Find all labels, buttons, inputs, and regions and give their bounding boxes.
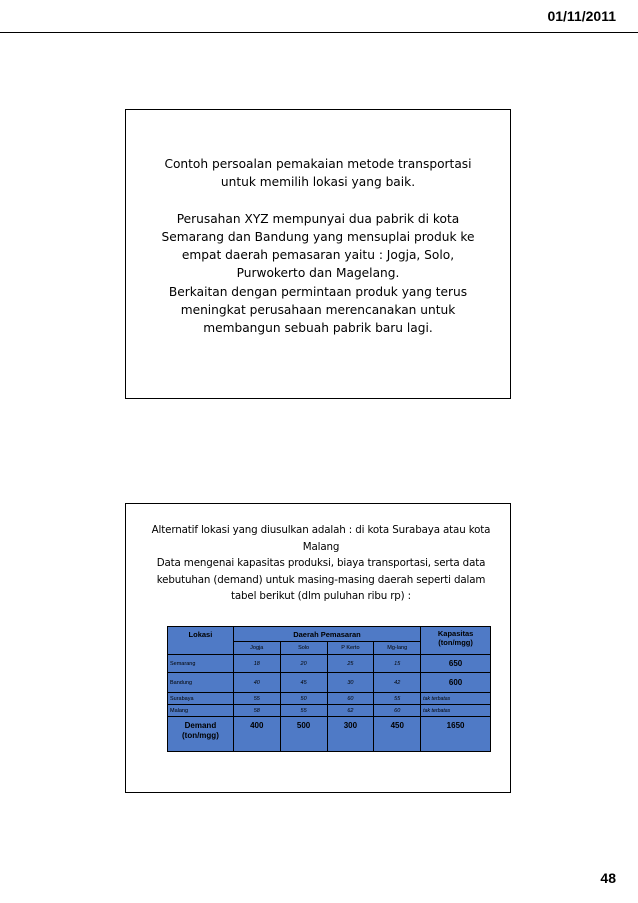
slide-2-line: tabel berikut (dlm puluhan ribu rp) :: [230, 590, 411, 602]
demand-label: Demand (ton/mgg): [168, 717, 234, 752]
header-city: Mg-lang: [374, 642, 421, 655]
slide-1-body-line: Berkaitan dengan permintaan produk yang terus: [168, 284, 468, 299]
row-lokasi: Surabaya: [168, 693, 234, 705]
slide-1-title-line: untuk memilih lokasi yang baik.: [220, 175, 416, 190]
slide-2-text: [136, 522, 506, 605]
demand-cell: 500: [280, 717, 327, 752]
header-city: P Kerto: [327, 642, 374, 655]
table-row: [168, 655, 491, 673]
capacity-cell: 600: [421, 673, 491, 693]
slide-1-body-line: meningkat perusahaan merencanakan untuk: [180, 303, 456, 318]
cost-cell: 55: [374, 693, 421, 705]
table-header-row: [168, 627, 491, 642]
table-row: [168, 693, 491, 705]
header-lokasi: Lokasi: [168, 627, 234, 655]
capacity-cell: tak terbatas: [421, 705, 491, 717]
header-city: Solo: [280, 642, 327, 655]
slide-2-line: Data mengenai kapasitas produksi, biaya transportasi, serta data: [156, 557, 486, 569]
demand-row: [168, 717, 491, 752]
cost-cell: 60: [327, 693, 374, 705]
slide-1-body-line: Purwokerto dan Magelang.: [236, 266, 400, 281]
header-date: 01/11/2011: [547, 8, 616, 24]
cost-cell: 50: [280, 693, 327, 705]
transport-cost-table: [167, 626, 491, 752]
cost-cell: 45: [280, 673, 327, 693]
cost-cell: 60: [374, 705, 421, 717]
cost-cell: 55: [233, 693, 280, 705]
cost-cell: 42: [374, 673, 421, 693]
row-lokasi: Semarang: [168, 655, 234, 673]
slide-1-title-line: Contoh persoalan pemakaian metode transportasi: [164, 157, 472, 171]
table-row: [168, 673, 491, 693]
table-row: [168, 705, 491, 717]
slide-1: [125, 109, 511, 399]
row-lokasi: Malang: [168, 705, 234, 717]
demand-cell: 450: [374, 717, 421, 752]
cost-cell: 25: [327, 655, 374, 673]
slide-1-text: [126, 155, 510, 338]
slide-1-body-line: empat daerah pemasaran yaitu : Jogja, Solo,: [181, 248, 455, 263]
page-number: 48: [600, 870, 616, 886]
cost-cell: 15: [374, 655, 421, 673]
capacity-cell: tak terbatas: [421, 693, 491, 705]
cost-cell: 20: [280, 655, 327, 673]
header-kapasitas: Kapasitas (ton/mgg): [421, 627, 491, 655]
spacer: [126, 192, 510, 210]
slide-2: [125, 503, 511, 793]
cost-cell: 62: [327, 705, 374, 717]
slide-1-body-line: Perusahan XYZ mempunyai dua pabrik di kota: [176, 211, 460, 226]
slide-1-body-line: Semarang dan Bandung yang mensuplai produk ke: [161, 229, 475, 244]
demand-total: 1650: [421, 717, 491, 752]
capacity-cell: 650: [421, 655, 491, 673]
row-lokasi: Bandung: [168, 673, 234, 693]
cost-cell: 18: [233, 655, 280, 673]
slide-2-line: kebutuhan (demand) untuk masing-masing daerah seperti dalam: [156, 573, 486, 586]
cost-cell: 55: [280, 705, 327, 717]
demand-cell: 300: [327, 717, 374, 752]
header-rule: [0, 32, 638, 33]
cost-cell: 58: [233, 705, 280, 717]
slide-2-line: Alternatif lokasi yang diusulkan adalah : di kota Surabaya atau kota: [151, 524, 491, 536]
cost-cell: 30: [327, 673, 374, 693]
demand-cell: 400: [233, 717, 280, 752]
slide-2-line: Malang: [302, 540, 340, 553]
slide-1-body-line: membangun sebuah pabrik baru lagi.: [203, 321, 433, 336]
header-city: Jogja: [233, 642, 280, 655]
header-daerah-pemasaran: Daerah Pemasaran: [233, 627, 420, 642]
cost-cell: 40: [233, 673, 280, 693]
